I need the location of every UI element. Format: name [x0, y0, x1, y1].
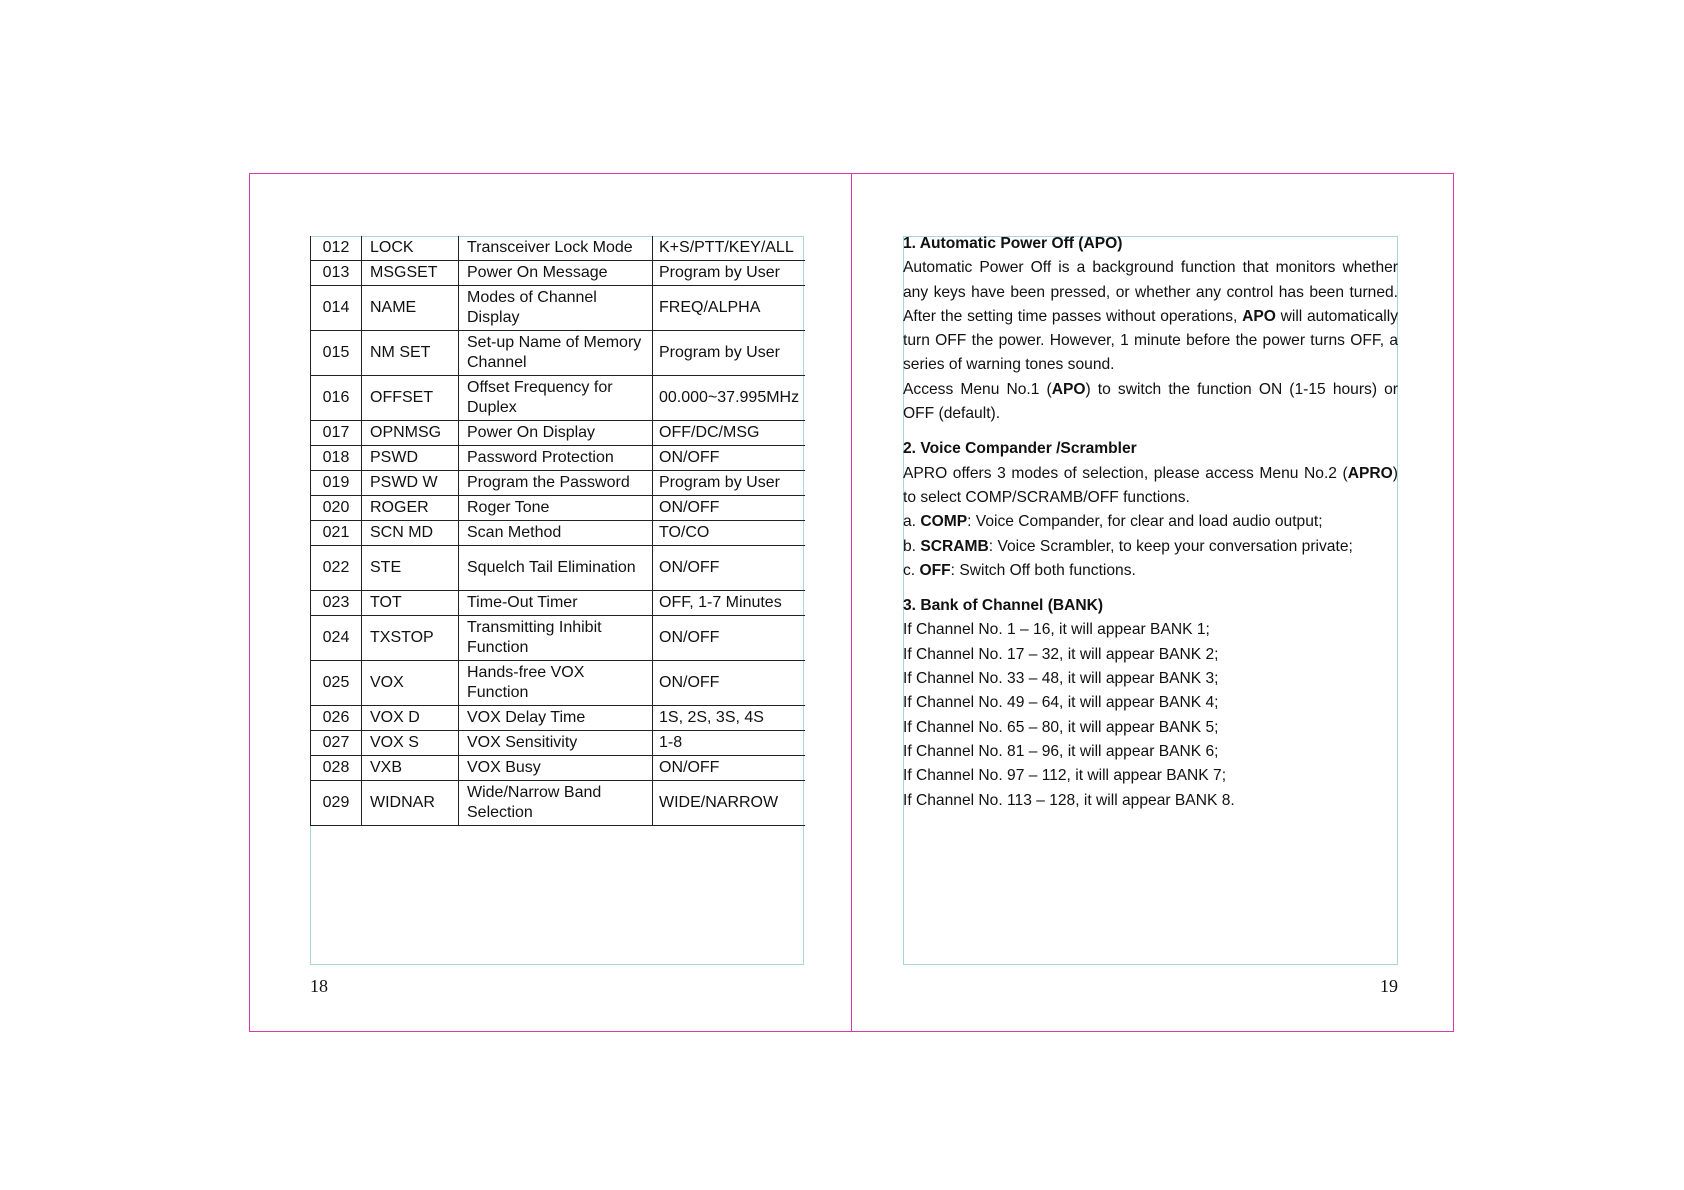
menu-options-cell: ON/OFF [653, 756, 805, 781]
menu-options-cell: K+S/PTT/KEY/ALL [653, 236, 805, 261]
page-fold [851, 173, 852, 1032]
menu-options-cell: TO/CO [653, 521, 805, 546]
table-row [311, 661, 805, 706]
menu-number-cell: 017 [311, 421, 362, 446]
menu-number-cell: 029 [311, 781, 362, 826]
menu-number-cell: 015 [311, 331, 362, 376]
right-text-column [903, 232, 1398, 813]
bank-line: If Channel No. 33 – 48, it will appear BANK 3; [903, 670, 1219, 688]
menu-number-cell: 013 [311, 261, 362, 286]
table-row [311, 591, 805, 616]
menu-name-cell: Transceiver Lock Mode [459, 236, 653, 261]
table-row [311, 616, 805, 661]
table-row [311, 781, 805, 826]
table-row [311, 421, 805, 446]
menu-name-cell: VOX Delay Time [459, 706, 653, 731]
menu-table [310, 236, 805, 826]
menu-name-cell: Password Protection [459, 446, 653, 471]
table-row [311, 521, 805, 546]
compander-paragraph: APRO offers 3 modes of selection, please access Menu No.2 (APRO) to select COMP/SCRAMB/OFF functions. [903, 464, 1398, 506]
menu-name-cell: Power On Display [459, 421, 653, 446]
table-row [311, 261, 805, 286]
compander-item-b: b. SCRAMB: Voice Scrambler, to keep your conversation private; [903, 537, 1353, 555]
menu-code-cell: PSWD W [362, 471, 459, 496]
menu-options-cell: Program by User [653, 261, 805, 286]
menu-name-cell: Set-up Name of Memory Channel [459, 331, 653, 376]
menu-options-cell: 1S, 2S, 3S, 4S [653, 706, 805, 731]
menu-number-cell: 019 [311, 471, 362, 496]
menu-code-cell: SCN MD [362, 521, 459, 546]
bank-line: If Channel No. 81 – 96, it will appear BANK 6; [903, 742, 1219, 760]
section-heading: 2. Voice Compander /Scrambler [903, 440, 1137, 458]
bank-line: If Channel No. 65 – 80, it will appear BANK 5; [903, 718, 1219, 736]
menu-options-cell: WIDE/NARROW [653, 781, 805, 826]
menu-number-cell: 027 [311, 731, 362, 756]
menu-options-cell: 1-8 [653, 731, 805, 756]
menu-code-cell: VOX [362, 661, 459, 706]
table-row [311, 376, 805, 421]
menu-number-cell: 022 [311, 546, 362, 591]
menu-code-cell: NM SET [362, 331, 459, 376]
menu-options-cell: 00.000~37.995MHz [653, 376, 805, 421]
menu-code-cell: VOX D [362, 706, 459, 731]
menu-options-cell: ON/OFF [653, 496, 805, 521]
compander-item-a: a. COMP: Voice Compander, for clear and load audio output; [903, 513, 1323, 531]
menu-number-cell: 025 [311, 661, 362, 706]
menu-number-cell: 020 [311, 496, 362, 521]
menu-code-cell: OPNMSG [362, 421, 459, 446]
table-row [311, 236, 805, 261]
menu-name-cell: Offset Frequency for Duplex [459, 376, 653, 421]
section-bank [903, 594, 1398, 813]
table-row [311, 496, 805, 521]
menu-code-cell: LOCK [362, 236, 459, 261]
menu-number-cell: 026 [311, 706, 362, 731]
bank-line: If Channel No. 113 – 128, it will appear BANK 8. [903, 791, 1235, 809]
menu-code-cell: TOT [362, 591, 459, 616]
menu-options-cell: ON/OFF [653, 446, 805, 471]
menu-number-cell: 028 [311, 756, 362, 781]
page-number-right: 19 [1380, 976, 1398, 996]
menu-options-cell: OFF/DC/MSG [653, 421, 805, 446]
menu-code-cell: VXB [362, 756, 459, 781]
menu-options-cell: OFF, 1-7 Minutes [653, 591, 805, 616]
menu-code-cell: MSGSET [362, 261, 459, 286]
menu-number-cell: 016 [311, 376, 362, 421]
menu-name-cell: VOX Sensitivity [459, 731, 653, 756]
menu-code-cell: TXSTOP [362, 616, 459, 661]
menu-options-cell: FREQ/ALPHA [653, 286, 805, 331]
apo-paragraph-1: Automatic Power Off is a background function that monitors whether any keys have been pressed, or whether any control has been turned. After the setting time passes without operations, APO will automatically turn OFF the power. However, 1 minute before the power turns OFF, a series of warning tones sound. [903, 259, 1399, 374]
section-apo [903, 232, 1398, 426]
table-row [311, 446, 805, 471]
menu-name-cell: Scan Method [459, 521, 653, 546]
menu-options-cell: Program by User [653, 471, 805, 496]
section-compander [903, 437, 1398, 583]
menu-code-cell: STE [362, 546, 459, 591]
menu-name-cell: Squelch Tail Elimination [459, 546, 653, 591]
bank-line: If Channel No. 97 – 112, it will appear BANK 7; [903, 767, 1227, 785]
table-row [311, 546, 805, 591]
section-heading: 3. Bank of Channel (BANK) [903, 597, 1104, 615]
bank-line: If Channel No. 17 – 32, it will appear BANK 2; [903, 645, 1219, 663]
menu-name-cell: Wide/Narrow Band Selection [459, 781, 653, 826]
table-row [311, 706, 805, 731]
bank-line: If Channel No. 1 – 16, it will appear BANK 1; [903, 621, 1210, 639]
menu-number-cell: 014 [311, 286, 362, 331]
apo-paragraph-2: Access Menu No.1 (APO) to switch the function ON (1-15 hours) or OFF (default). [903, 380, 1398, 423]
menu-name-cell: VOX Busy [459, 756, 653, 781]
menu-name-cell: Hands-free VOX Function [459, 661, 653, 706]
menu-table-body [311, 236, 805, 826]
page-number-left: 18 [310, 976, 328, 996]
menu-name-cell: Power On Message [459, 261, 653, 286]
menu-name-cell: Program the Password [459, 471, 653, 496]
bank-line: If Channel No. 49 – 64, it will appear BANK 4; [903, 694, 1219, 712]
menu-code-cell: OFFSET [362, 376, 459, 421]
menu-number-cell: 023 [311, 591, 362, 616]
menu-options-cell: ON/OFF [653, 546, 805, 591]
menu-number-cell: 012 [311, 236, 362, 261]
table-row [311, 756, 805, 781]
menu-name-cell: Roger Tone [459, 496, 653, 521]
menu-options-cell: Program by User [653, 331, 805, 376]
table-row [311, 731, 805, 756]
table-row [311, 471, 805, 496]
compander-item-c: c. OFF: Switch Off both functions. [903, 561, 1136, 579]
menu-name-cell: Transmitting Inhibit Function [459, 616, 653, 661]
table-row [311, 331, 805, 376]
menu-number-cell: 024 [311, 616, 362, 661]
menu-code-cell: PSWD [362, 446, 459, 471]
table-row [311, 286, 805, 331]
section-heading: 1. Automatic Power Off (APO) [903, 235, 1123, 252]
menu-name-cell: Time-Out Timer [459, 591, 653, 616]
menu-options-cell: ON/OFF [653, 661, 805, 706]
menu-code-cell: WIDNAR [362, 781, 459, 826]
menu-options-cell: ON/OFF [653, 616, 805, 661]
menu-number-cell: 018 [311, 446, 362, 471]
menu-number-cell: 021 [311, 521, 362, 546]
menu-code-cell: ROGER [362, 496, 459, 521]
menu-code-cell: VOX S [362, 731, 459, 756]
menu-code-cell: NAME [362, 286, 459, 331]
menu-name-cell: Modes of Channel Display [459, 286, 653, 331]
